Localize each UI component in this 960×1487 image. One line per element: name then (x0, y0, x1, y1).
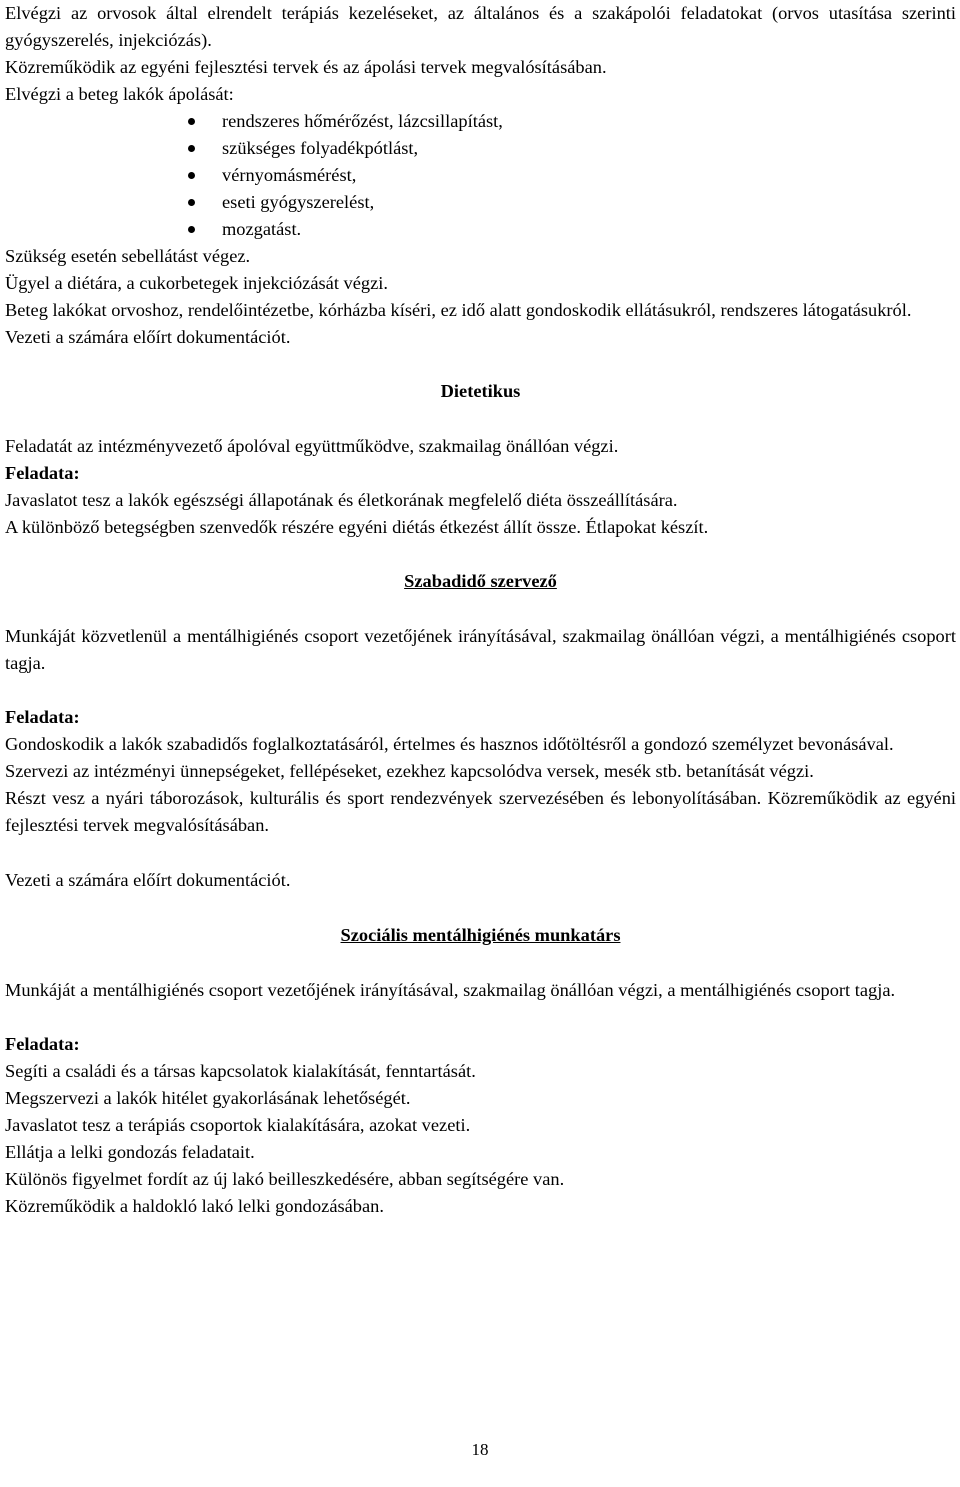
paragraph: Munkáját közvetlenül a mentálhigiénés csoport vezetőjének irányításával, szakmailag önállóan végzi, a mentálhigiénés csoport tagja. (5, 626, 956, 673)
paragraph: Elvégzi az orvosok által elrendelt terápiás kezeléseket, az általános és a szakápolói feladatokat (orvos utasítása szerinti gyógyszerelés, injekciózás). (5, 3, 956, 50)
dietetikus-section (5, 378, 956, 541)
bullet-icon (188, 226, 195, 233)
paragraph: Feladatát az intézményvezető ápolóval együttműködve, szakmailag önállóan végzi. (5, 436, 619, 456)
section-heading: Szabadidő szervező (404, 571, 557, 591)
bullet-icon (188, 199, 195, 206)
nurse-duties-section (5, 0, 956, 351)
paragraph: Közreműködik az egyéni fejlesztési tervek és az ápolási tervek megvalósításában. (5, 57, 607, 77)
paragraph: Ellátja a lelki gondozás feladatait. (5, 1142, 255, 1162)
paragraph: Szükség esetén sebellátást végez. (5, 246, 251, 266)
section-heading: Dietetikus (440, 381, 521, 401)
szabadido-section (5, 568, 956, 894)
paragraph: Szervezi az intézményi ünnepségeket, fellépéseket, ezekhez kapcsolódva versek, mesék stb. betanítását végzi. (5, 761, 814, 781)
bullet-icon (188, 145, 195, 152)
paragraph: Beteg lakókat orvoshoz, rendelőintézetbe, kórházba kíséri, ez idő alatt gondoskodik ellátásukról, rendszeres látogatásukról. (5, 300, 912, 320)
paragraph: A különböző betegségben szenvedők részére egyéni diétás étkezést állít össze. Étlapokat készít. (5, 517, 709, 537)
paragraph: Segíti a családi és a társas kapcsolatok kialakítását, fenntartását. (5, 1061, 476, 1081)
page-number: 18 (471, 1440, 489, 1459)
paragraph: Javaslatot tesz a lakók egészségi állapotának és életkorának megfelelő diéta összeállítására. (5, 490, 678, 510)
document-page (5, 0, 956, 1220)
paragraph: Megszervezi a lakók hitélet gyakorlásának lehetőségét. (5, 1088, 411, 1108)
care-task-list (5, 108, 956, 243)
bullet-icon (188, 172, 195, 179)
paragraph: Munkáját a mentálhigiénés csoport vezetőjének irányításával, szakmailag önállóan végzi, a mentálhigiénés csoport tagja. (5, 980, 896, 1000)
bullet-icon (188, 118, 195, 125)
paragraph: Ügyel a diétára, a cukorbetegek injekciózását végzi. (5, 273, 388, 293)
paragraph: Vezeti a számára előírt dokumentációt. (5, 870, 291, 890)
paragraph: Részt vesz a nyári táborozások, kulturális és sport rendezvények szervezésében és lebonyolításában. Közreműködik az egyéni fejlesztési tervek megvalósításában. (5, 788, 956, 835)
list-item: vérnyomásmérést, (188, 162, 956, 189)
tasks-label: Feladata: (5, 707, 80, 727)
list-item: rendszeres hőmérőzést, lázcsillapítást, (188, 108, 956, 135)
paragraph: Vezeti a számára előírt dokumentációt. (5, 327, 291, 347)
list-item: eseti gyógyszerelést, (188, 189, 956, 216)
paragraph: Javaslatot tesz a terápiás csoportok kialakítására, azokat vezeti. (5, 1115, 471, 1135)
tasks-label: Feladata: (5, 463, 80, 483)
paragraph: Gondoskodik a lakók szabadidős foglalkoztatásáról, értelmes és hasznos időtöltésről a gondozó személyzet bevonásával. (5, 734, 894, 754)
paragraph: Közreműködik a haldokló lakó lelki gondozásában. (5, 1196, 384, 1216)
tasks-label: Feladata: (5, 1034, 80, 1054)
list-item: mozgatást. (188, 216, 956, 243)
paragraph: Különös figyelmet fordít az új lakó beilleszkedésére, abban segítségére van. (5, 1169, 565, 1189)
list-item: szükséges folyadékpótlást, (188, 135, 956, 162)
section-heading: Szociális mentálhigiénés munkatárs (340, 925, 621, 945)
szocialis-section (5, 922, 956, 1220)
paragraph: Elvégzi a beteg lakók ápolását: (5, 84, 234, 104)
